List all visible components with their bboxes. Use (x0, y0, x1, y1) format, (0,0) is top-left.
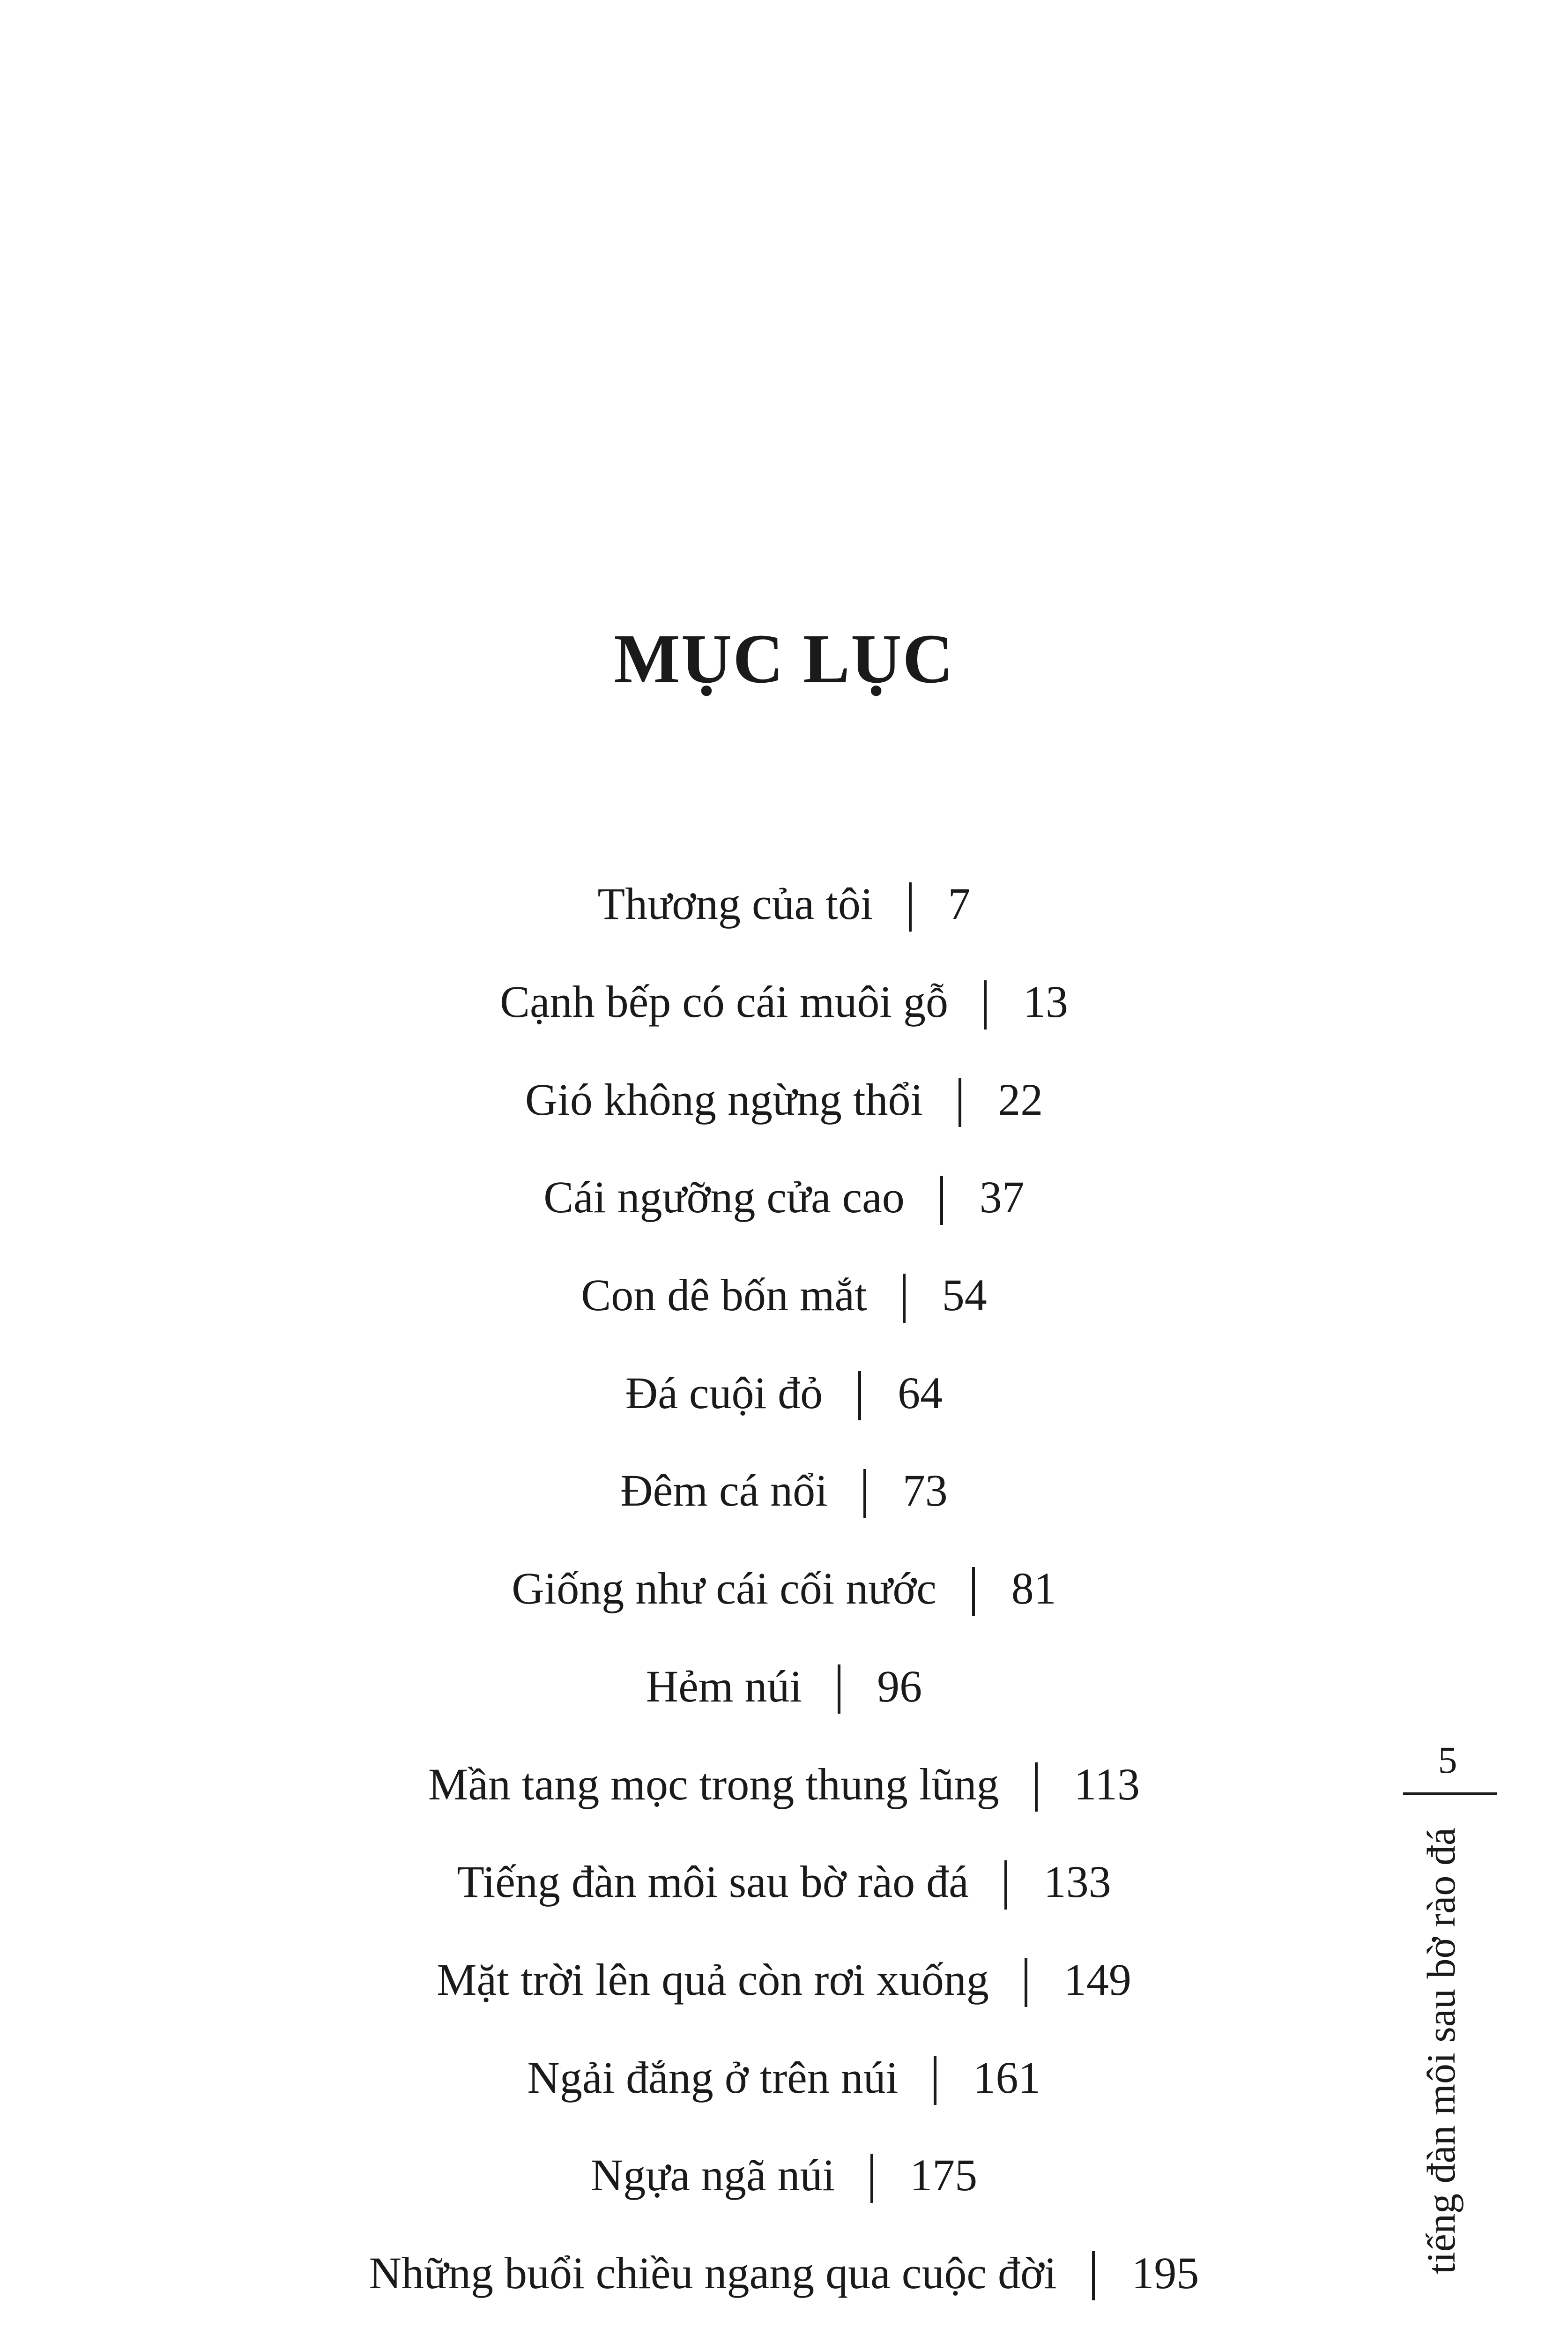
toc-entry-page: 149 (1063, 1954, 1131, 2005)
toc-separator (903, 1274, 906, 1323)
toc-separator (870, 2154, 873, 2203)
toc-entry-title: Gió không ngừng thổi (525, 1074, 923, 1125)
toc-separator (1035, 1762, 1038, 1812)
toc-entry-title: Giống như cái cối nước (512, 1563, 936, 1614)
toc-entry (0, 1051, 1568, 1149)
toc-separator (959, 1078, 961, 1127)
toc-entry (0, 1246, 1568, 1344)
toc-entry-page: 195 (1131, 2247, 1199, 2298)
toc-entry-page: 64 (898, 1367, 943, 1418)
page-title: MỤC LỤC (614, 619, 954, 698)
toc-entry (0, 1344, 1568, 1442)
toc-entry (0, 1149, 1568, 1246)
toc-entry-page: 175 (910, 2150, 978, 2201)
toc-entry-title: Tiếng đàn môi sau bờ rào đá (457, 1857, 969, 1907)
toc-entry-title: Mần tang mọc trong thung lũng (428, 1759, 999, 1809)
toc-entry-page: 54 (942, 1270, 987, 1321)
toc-entry-page: 13 (1023, 977, 1069, 1027)
toc-entry (0, 1540, 1568, 1638)
toc-entry (0, 1833, 1568, 1931)
toc-entry (0, 1638, 1568, 1736)
table-of-contents (0, 855, 1568, 2322)
toc-entry-page: 161 (973, 2052, 1041, 2103)
toc-entry-title: Mặt trời lên quả còn rơi xuống (437, 1954, 989, 2005)
toc-separator (909, 882, 912, 932)
toc-entry-title: Đá cuội đỏ (625, 1367, 823, 1418)
toc-entry (0, 855, 1568, 953)
toc-entry-title: Đêm cá nổi (620, 1465, 828, 1516)
toc-entry-title: Thương của tôi (597, 879, 873, 929)
folio-rule (1403, 1792, 1497, 1795)
toc-separator (863, 1469, 866, 1518)
toc-separator (984, 980, 987, 1030)
toc-entry-page: 133 (1043, 1857, 1111, 1907)
toc-separator (972, 1567, 975, 1616)
toc-entry (0, 1442, 1568, 1540)
toc-separator (940, 1176, 943, 1225)
toc-entry-title: Những buổi chiều ngang qua cuộc đời (369, 2247, 1057, 2298)
toc-entry-title: Hẻm núi (646, 1661, 803, 1711)
toc-entry (0, 2029, 1568, 2127)
toc-entry (0, 1931, 1568, 2029)
toc-entry (0, 1735, 1568, 1833)
toc-entry (0, 953, 1568, 1051)
toc-separator (934, 2056, 936, 2105)
toc-separator (1025, 1958, 1027, 2007)
toc-separator (858, 1371, 861, 1420)
running-head-title: tiếng đàn môi sau bờ rào đá (1419, 1827, 1464, 2274)
toc-entry-title: Cái ngưỡng cửa cao (543, 1172, 905, 1223)
toc-separator (1092, 2251, 1095, 2300)
toc-entry-page: 73 (902, 1465, 948, 1516)
toc-entry-title: Con dê bốn mắt (581, 1270, 867, 1321)
toc-entry-page: 22 (998, 1074, 1043, 1125)
toc-entry-page: 96 (877, 1661, 922, 1711)
toc-entry-title: Ngải đắng ở trên núi (527, 2052, 899, 2103)
page-number: 5 (1438, 1739, 1457, 1781)
toc-separator (838, 1664, 840, 1714)
toc-entry-page: 81 (1011, 1563, 1056, 1614)
toc-entry-title: Ngựa ngã núi (590, 2150, 835, 2201)
toc-entry (0, 2127, 1568, 2224)
toc-separator (1004, 1860, 1007, 1910)
toc-entry (0, 2224, 1568, 2322)
running-head (1398, 1741, 1497, 2280)
toc-entry-title: Cạnh bếp có cái muôi gỗ (499, 977, 949, 1027)
toc-entry-page: 7 (948, 879, 971, 929)
toc-entry-page: 37 (979, 1172, 1025, 1223)
toc-entry-page: 113 (1074, 1759, 1140, 1809)
